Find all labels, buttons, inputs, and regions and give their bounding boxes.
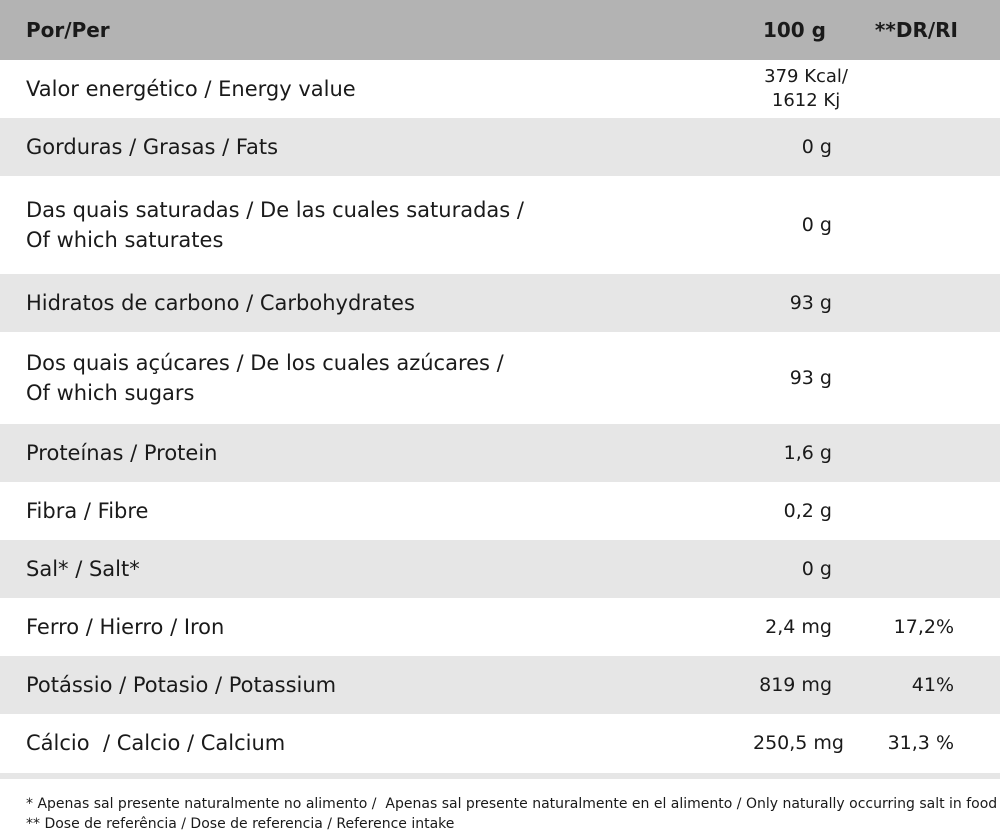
row-value: 1,6 g <box>783 442 832 464</box>
row-dr: 31,3 % <box>887 732 954 754</box>
row-label: Gorduras / Grasas / Fats <box>26 135 279 159</box>
table-row-carbohydrates <box>0 274 1000 332</box>
table-bottom-divider <box>0 773 1000 779</box>
table-row-iron <box>0 598 1000 656</box>
row-value: 2,4 mg <box>765 616 832 638</box>
table-row-protein <box>0 424 1000 482</box>
row-dr: 17,2% <box>893 616 954 638</box>
row-value: 0 g <box>801 558 832 580</box>
row-value: 0 g <box>801 214 832 236</box>
row-dr <box>854 118 954 176</box>
table-row-fibre <box>0 482 1000 540</box>
table-row-saturates <box>0 176 1000 274</box>
row-label: Cálcio / Calcio / Calcium <box>26 731 286 755</box>
table-row-salt <box>0 540 1000 598</box>
energy-kj: 1612 Kj <box>771 90 841 111</box>
row-label: Sal* / Salt* <box>26 557 140 581</box>
row-dr: 41% <box>911 674 954 696</box>
row-value: 250,5 mg <box>752 732 844 754</box>
row-label: Potássio / Potasio / Potassium <box>26 673 337 697</box>
row-dr <box>854 482 954 540</box>
row-label: Das quais saturadas / De las cuales saturadas / Of which saturates <box>26 198 524 252</box>
header-per-label: Por/Per <box>26 18 110 42</box>
footnotes <box>26 794 998 834</box>
table-row-calcium <box>0 714 1000 772</box>
row-label: Hidratos de carbono / Carbohydrates <box>26 291 415 315</box>
row-value: 0 g <box>801 136 832 158</box>
energy-kcal: 379 Kcal/ <box>764 66 848 87</box>
row-label: Dos quais açúcares / De los cuales azúcares / Of which sugars <box>26 351 504 405</box>
table-header <box>0 0 1000 60</box>
row-label: Proteínas / Protein <box>26 441 218 465</box>
row-label: Ferro / Hierro / Iron <box>26 615 225 639</box>
row-dr <box>854 60 954 118</box>
row-dr <box>854 176 954 274</box>
row-dr <box>854 540 954 598</box>
row-value: 93 g <box>789 367 832 389</box>
table-row-energy <box>0 60 1000 118</box>
row-dr <box>854 274 954 332</box>
table-row-potassium <box>0 656 1000 714</box>
row-value: 93 g <box>789 292 832 314</box>
footnote-reference-intake: ** Dose de referência / Dose de referencia / Reference intake <box>26 816 455 832</box>
footnote-salt: * Apenas sal presente naturalmente no alimento / Apenas sal presente naturalmente en el alimento / Only naturally occurring salt in food <box>26 796 998 812</box>
header-100g-label: 100 g <box>762 18 826 42</box>
table-row-fats <box>0 118 1000 176</box>
header-dr-label: **DR/RI <box>874 18 958 42</box>
row-value: 819 mg <box>759 674 832 696</box>
row-value: 0,2 g <box>783 500 832 522</box>
row-label: Valor energético / Energy value <box>26 77 356 101</box>
table-row-sugars <box>0 332 1000 424</box>
row-label: Fibra / Fibre <box>26 499 149 523</box>
row-value <box>632 60 848 118</box>
row-dr <box>854 332 954 424</box>
row-dr <box>854 424 954 482</box>
